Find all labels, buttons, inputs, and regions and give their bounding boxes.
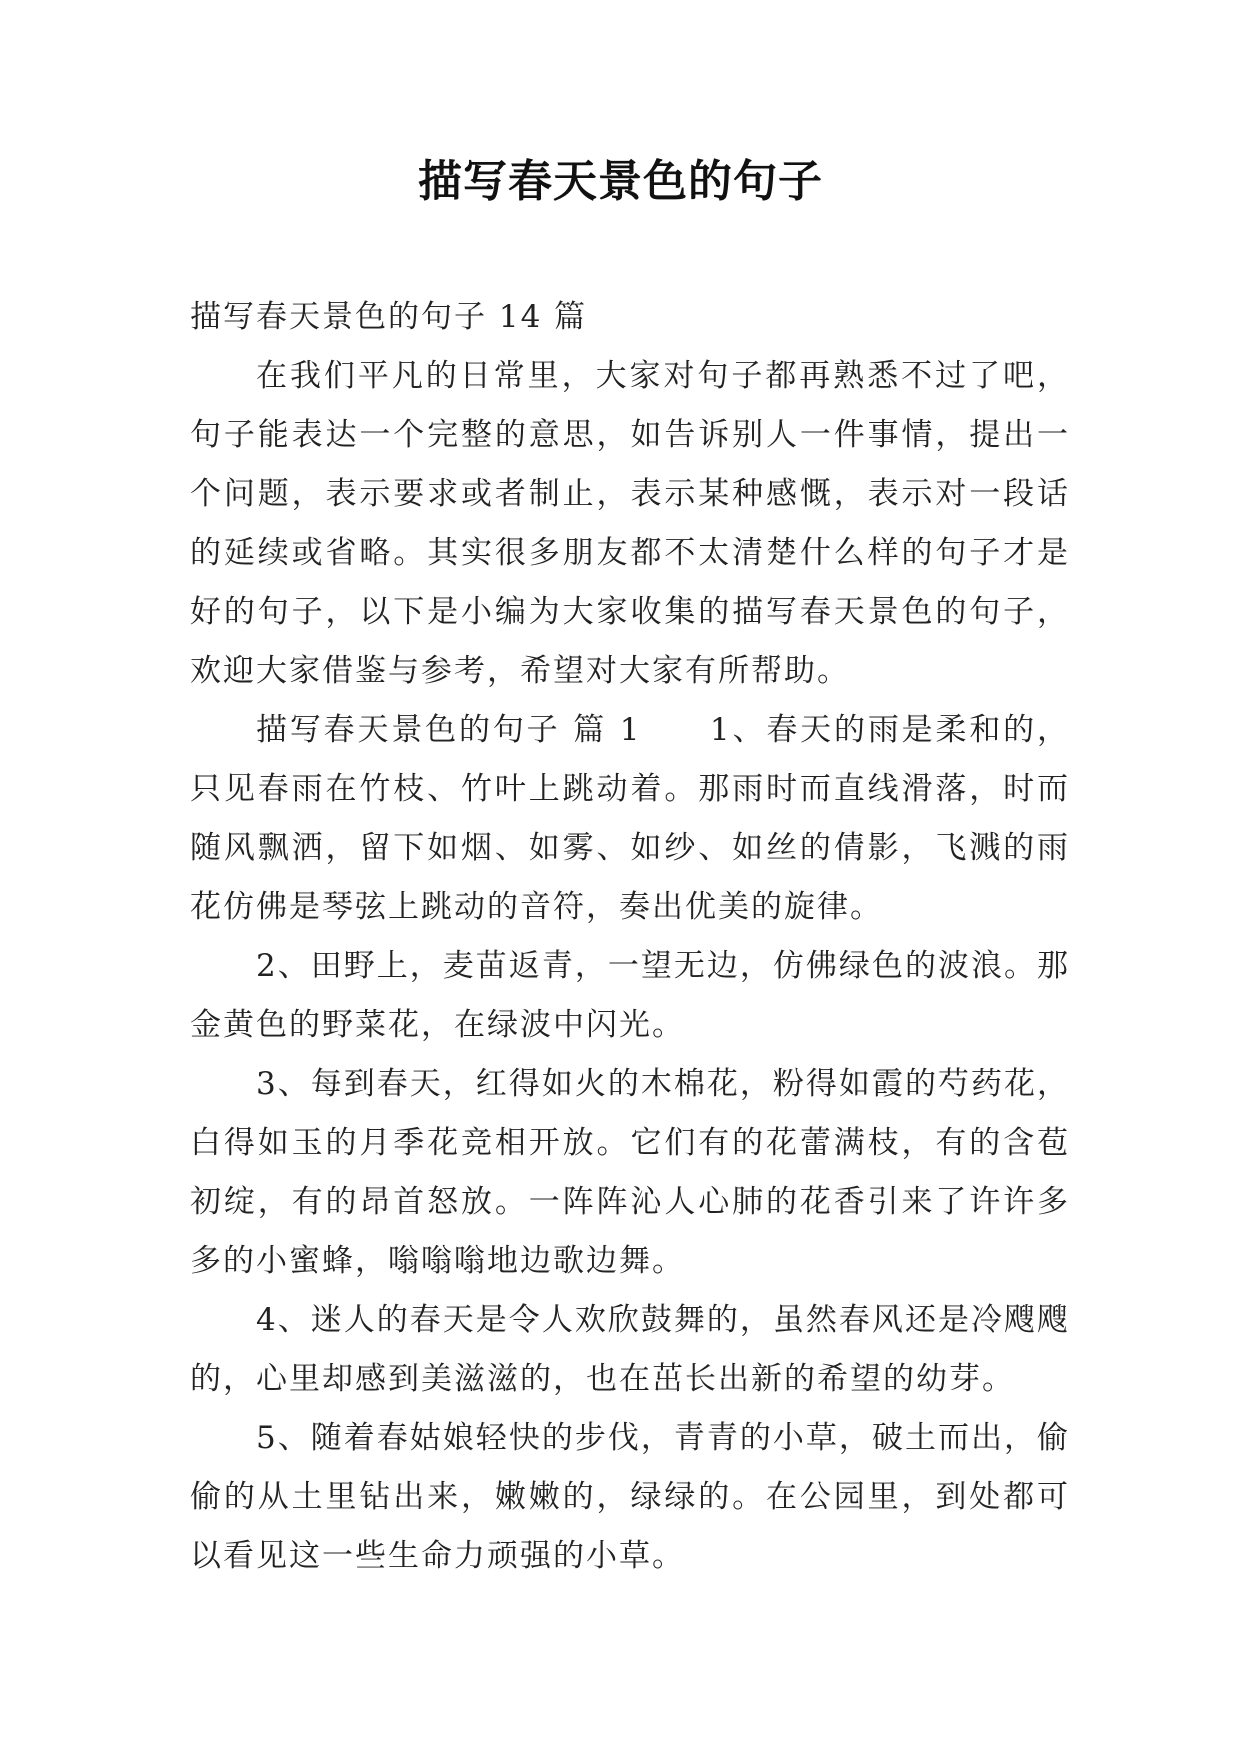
intro-paragraph: 在我们平凡的日常里，大家对句子都再熟悉不过了吧，句子能表达一个完整的意思，如告诉别人一件事情，提出一个问题，表示要求或者制止，表示某种感慨，表示对一段话的延续或省略。其实很多朋友都不太清楚什么样的句子才是好的句子，以下是小编为大家收集的描写春天景色的句子，欢迎大家借鉴与参考，希望对大家有所帮助。 [190, 358, 1070, 689]
document-title: 描写春天景色的句子 [418, 156, 823, 207]
section-paragraph-4: 4、迷人的春天是令人欢欣鼓舞的，虽然春风还是冷飕飕的，心里却感到美滋滋的，也在茁长出新的希望的幼芽。 [190, 1302, 1070, 1397]
section-paragraph-3: 3、每到春天，红得如火的木棉花，粉得如霞的芍药花，白得如玉的月季花竞相开放。它们有的花蕾满枝，有的含苞初绽，有的昂首怒放。一阵阵沁人心肺的花香引来了许许多多的小蜜蜂，嗡嗡嗡地边歌边舞。 [190, 1066, 1070, 1279]
section-paragraph-2: 2、田野上，麦苗返青，一望无边，仿佛绿色的波浪。那金黄色的野菜花，在绿波中闪光。 [190, 948, 1070, 1043]
section-paragraph-5: 5、随着春姑娘轻快的步伐，青青的小草，破土而出，偷偷的从土里钻出来，嫩嫩的，绿绿的。在公园里，到处都可以看见这一些生命力顽强的小草。 [190, 1420, 1070, 1574]
document-body [190, 288, 1070, 1586]
document-subtitle: 描写春天景色的句子 14 篇 [190, 299, 588, 335]
section-paragraph-1: 描写春天景色的句子 篇 1 1、春天的雨是柔和的，只见春雨在竹枝、竹叶上跳动着。那雨时而直线滑落，时而随风飘洒，留下如烟、如雾、如纱、如丝的倩影，飞溅的雨花仿佛是琴弦上跳动的音符，奏出优美的旋律。 [190, 712, 1070, 925]
